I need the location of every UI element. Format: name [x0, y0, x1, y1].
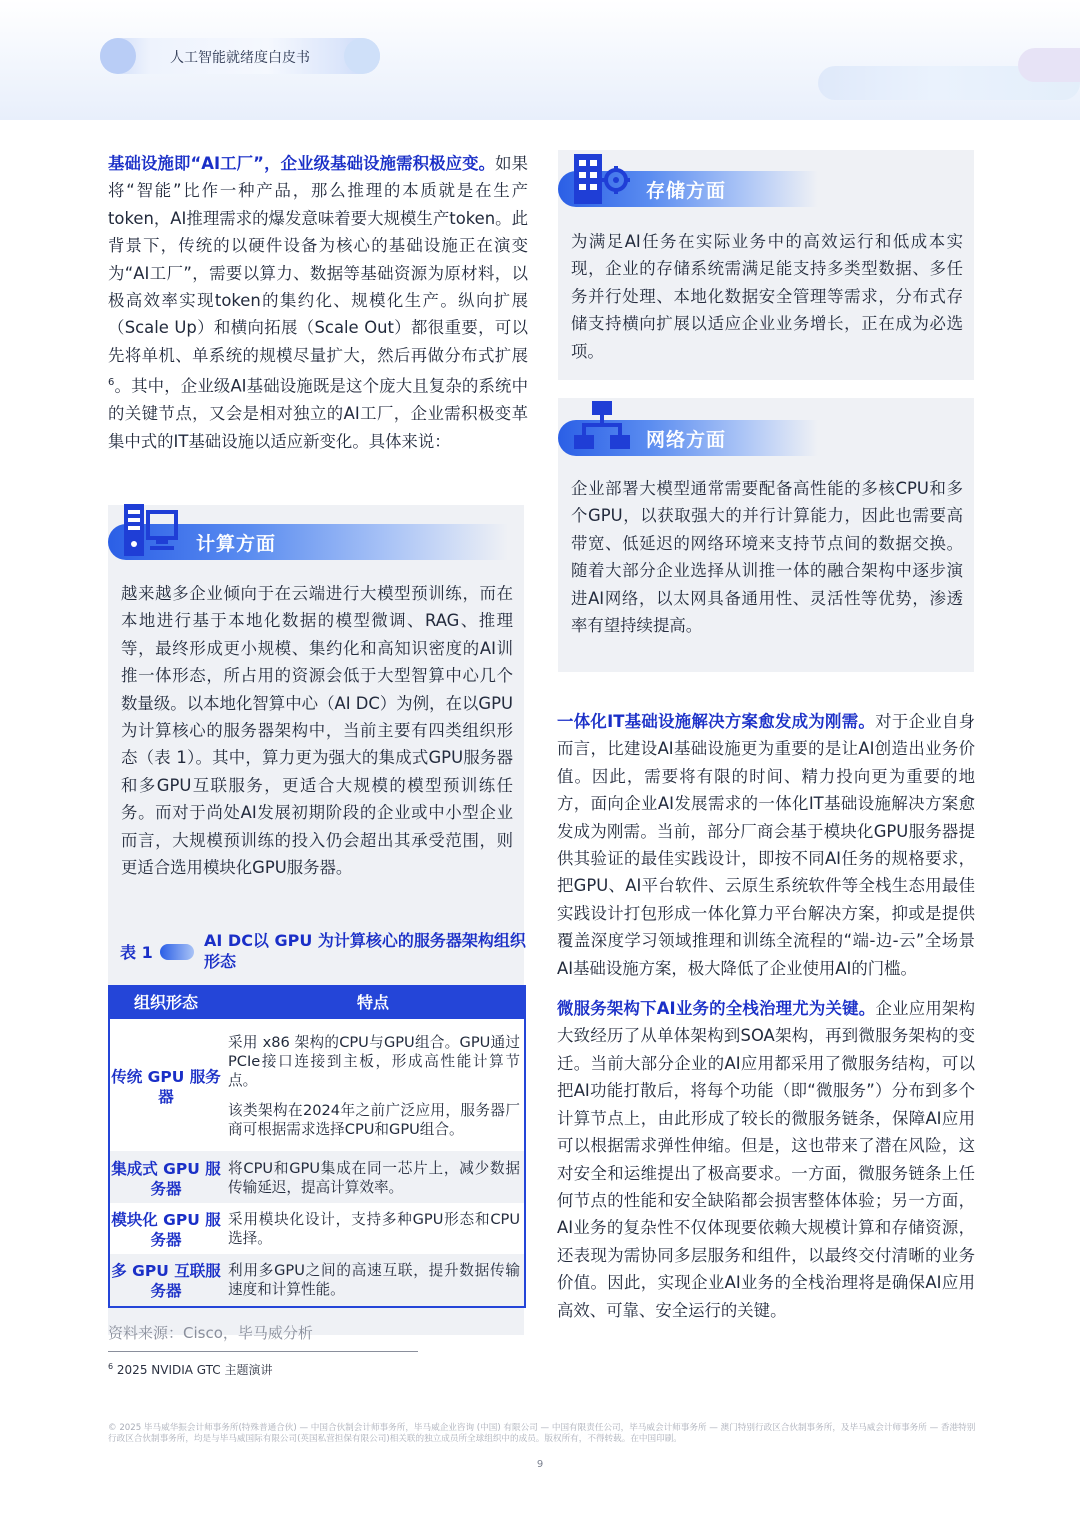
page-number: 9 — [536, 1459, 544, 1470]
footnote-number: 6 — [108, 1362, 114, 1371]
table-header-cell: 组织形态 — [110, 987, 222, 1019]
lead-microservices: 微服务架构下AI业务的全栈治理尤为关键。 — [557, 999, 876, 1019]
right-text-section — [557, 708, 975, 1324]
row-desc: 采用模块化设计，支持多种GPU形态和CPU选择。 — [228, 1211, 520, 1247]
server-icon — [122, 502, 180, 558]
row-desc: 将CPU和GPU集成在同一芯片上，减少数据传输延迟，提高计算效率。 — [228, 1160, 520, 1196]
legal-notice: © 2025 毕马威华振会计师事务所(特殊普通合伙) — 中国合伙制会计师事务所，毕马威企业咨询 (中国) 有限公司 — 中国有限责任公司，毕马威会计师事务所 — 澳门特别行政区合伙制事务所，及毕马威会计师事务所 — 香港特别行政区合伙制事务所，均是与毕马威国际有限公司(英国私营担保有限公司)相关联的独立成员所全球组织中的成员。版权所有，不得转载。在中国印刷。 — [108, 1423, 976, 1444]
row-name: 传统 GPU 服务器 — [111, 1068, 221, 1106]
intro-section — [108, 150, 528, 455]
footnote-divider — [108, 1351, 418, 1352]
compute-title: 计算方面 — [196, 533, 277, 555]
intro-paragraph — [108, 150, 528, 455]
body-integrated-it: 对于企业自身而言，比建设AI基础设施更为重要的是让AI创造出业务价值。因此，需要将有限的时间、精力投向更为重要的地方，面向企业AI发展需求的一体化IT基础设施解决方案愈发成为刚需。当前，部分厂商会基于模块化GPU服务器提供其验证的最佳实践设计，即按不同AI任务的规格要求，把GPU、AI平台软件、云原生系统软件等全栈生态用最佳实践设计打包形成一体化算力平台解决方案，抑或是提供覆盖深度学习领域推理和训练全流程的“端-边-云”全场景AI基础设施方案，极大降低了企业使用AI的门槛。 — [557, 712, 975, 978]
table-row — [110, 1203, 524, 1254]
table-label: 表 1 — [120, 943, 153, 962]
row-name: 集成式 GPU 服务器 — [111, 1160, 221, 1198]
network-icon — [572, 399, 632, 455]
paragraph-integrated-it — [557, 708, 975, 982]
table-caption — [120, 930, 525, 974]
table-label-pill — [160, 944, 194, 960]
header-decoration — [1018, 48, 1080, 82]
row-name: 模块化 GPU 服务器 — [111, 1211, 221, 1249]
paragraph-microservices — [557, 995, 975, 1324]
table-row — [110, 1254, 524, 1306]
footnote-text: 2025 NVIDIA GTC 主题演讲 — [113, 1363, 273, 1377]
network-title: 网络方面 — [646, 429, 727, 451]
row-desc: 该类架构在2024年之前广泛应用，服务器厂商可根据需求选择CPU和GPU组合。 — [228, 1102, 520, 1138]
storage-title: 存储方面 — [646, 180, 727, 202]
footnote-ref: 6 — [108, 377, 115, 389]
network-body: 企业部署大模型通常需要配备高性能的多核CPU和多个GPU，以获取强大的并行计算能力，因此也需要高带宽、低延迟的网络环境来支持节点间的数据交换。随着大部分企业选择从训推一体的融合架构中逐步演进AI网络，以太网具备通用性、灵活性等优势，渗透率有望持续提高。 — [571, 479, 963, 636]
table-title: AI DC以 GPU 为计算核心的服务器架构组织形态 — [204, 931, 526, 971]
table-source: 资料来源：Cisco，毕马威分析 — [108, 1324, 313, 1342]
intro-lead: 基础设施即“AI工厂”，企业级基础设施需积极应变。 — [108, 154, 496, 173]
footnote — [108, 1361, 272, 1378]
table-row — [110, 1019, 524, 1151]
intro-body: 如果将“智能”比作一种产品，那么推理的本质就是在生产token，AI推理需求的爆发意味着要大规模生产token。此背景下，传统的以硬件设备为核心的基础设施正在演变为“AI工厂”，需要以算力、数据等基础资源为原材料，以极高效率实现token的集约化、规模化生产。纵向扩展（Scale Up）和横向拓展（Scale Out）都很重要，可以先将单机、单系统的规模尽量扩大，然后再做分布式扩展 — [108, 154, 529, 365]
row-desc: 利用多GPU之间的高速互联，提升数据传输速度和计算性能。 — [228, 1262, 520, 1298]
row-desc: 采用 x86 架构的CPU与GPU组合。GPU通过PCIe接口连接到主板，形成高性能计算节点。 — [228, 1034, 520, 1089]
storage-gear-icon — [570, 150, 632, 206]
storage-body: 为满足AI任务在实际业务中的高效运行和低成本实现，企业的存储系统需满足能支持多类型数据、多任务并行处理、本地化数据安全管理等需求，分布式存储支持横向扩展以适应企业业务增长，正在成为必选项。 — [571, 232, 963, 361]
header-pill — [100, 38, 380, 74]
architecture-table — [108, 985, 526, 1308]
lead-integrated-it: 一体化IT基础设施解决方案愈发成为刚需。 — [557, 712, 876, 731]
document-title: 人工智能就绪度白皮书 — [170, 50, 310, 66]
table-header-cell: 特点 — [222, 987, 524, 1019]
body-microservices: 企业应用架构大致经历了从单体架构到SOA架构，再到微服务架构的变迁。当前大部分企业的AI应用都采用了微服务结构，可以把AI功能打散后，将每个功能（即“微服务”）分布到多个计算节点上，由此形成了较长的微服务链条，保障AI应用可以根据需求弹性伸缩。但是，这也带来了潜在风险，这对安全和运维提出了极高要求。一方面，微服务链条上任何节点的性能和安全缺陷都会损害整体体验；另一方面，AI业务的复杂性不仅体现要依赖大规模计算和存储资源，还表现为需协同多层服务和组件，以最终交付清晰的业务价值。因此，实现企业AI业务的全栈治理将是确保AI应用高效、可靠、安全运行的关键。 — [557, 999, 975, 1320]
intro-tail: 。其中，企业级AI基础设施既是这个庞大且复杂的系统中的关键节点，又会是相对独立的AI工厂，企业需积极变革集中式的IT基础设施以适应新变化。具体来说： — [108, 376, 528, 451]
compute-body: 越来越多企业倾向于在云端进行大模型预训练，而在本地进行基于本地化数据的模型微调、RAG、推理等，最终形成更小规模、集约化和高知识密度的AI训推一体形态，所占用的资源会低于大型智算中心几个数量级。以本地化智算中心（AI DC）为例，在以GPU为计算核心的服务器架构中，当前主要有四类组织形态（表 1）。其中，算力更为强大的集成式GPU服务器和多GPU互联服务，更适合大规模的模型预训练任务。而对于尚处AI发展初期阶段的企业或中小型企业而言，大规模预训练的投入仍会超出其承受范围，则更适合选用模块化GPU服务器。 — [121, 584, 513, 878]
table-row — [110, 1151, 524, 1203]
row-name: 多 GPU 互联服务器 — [111, 1262, 221, 1300]
